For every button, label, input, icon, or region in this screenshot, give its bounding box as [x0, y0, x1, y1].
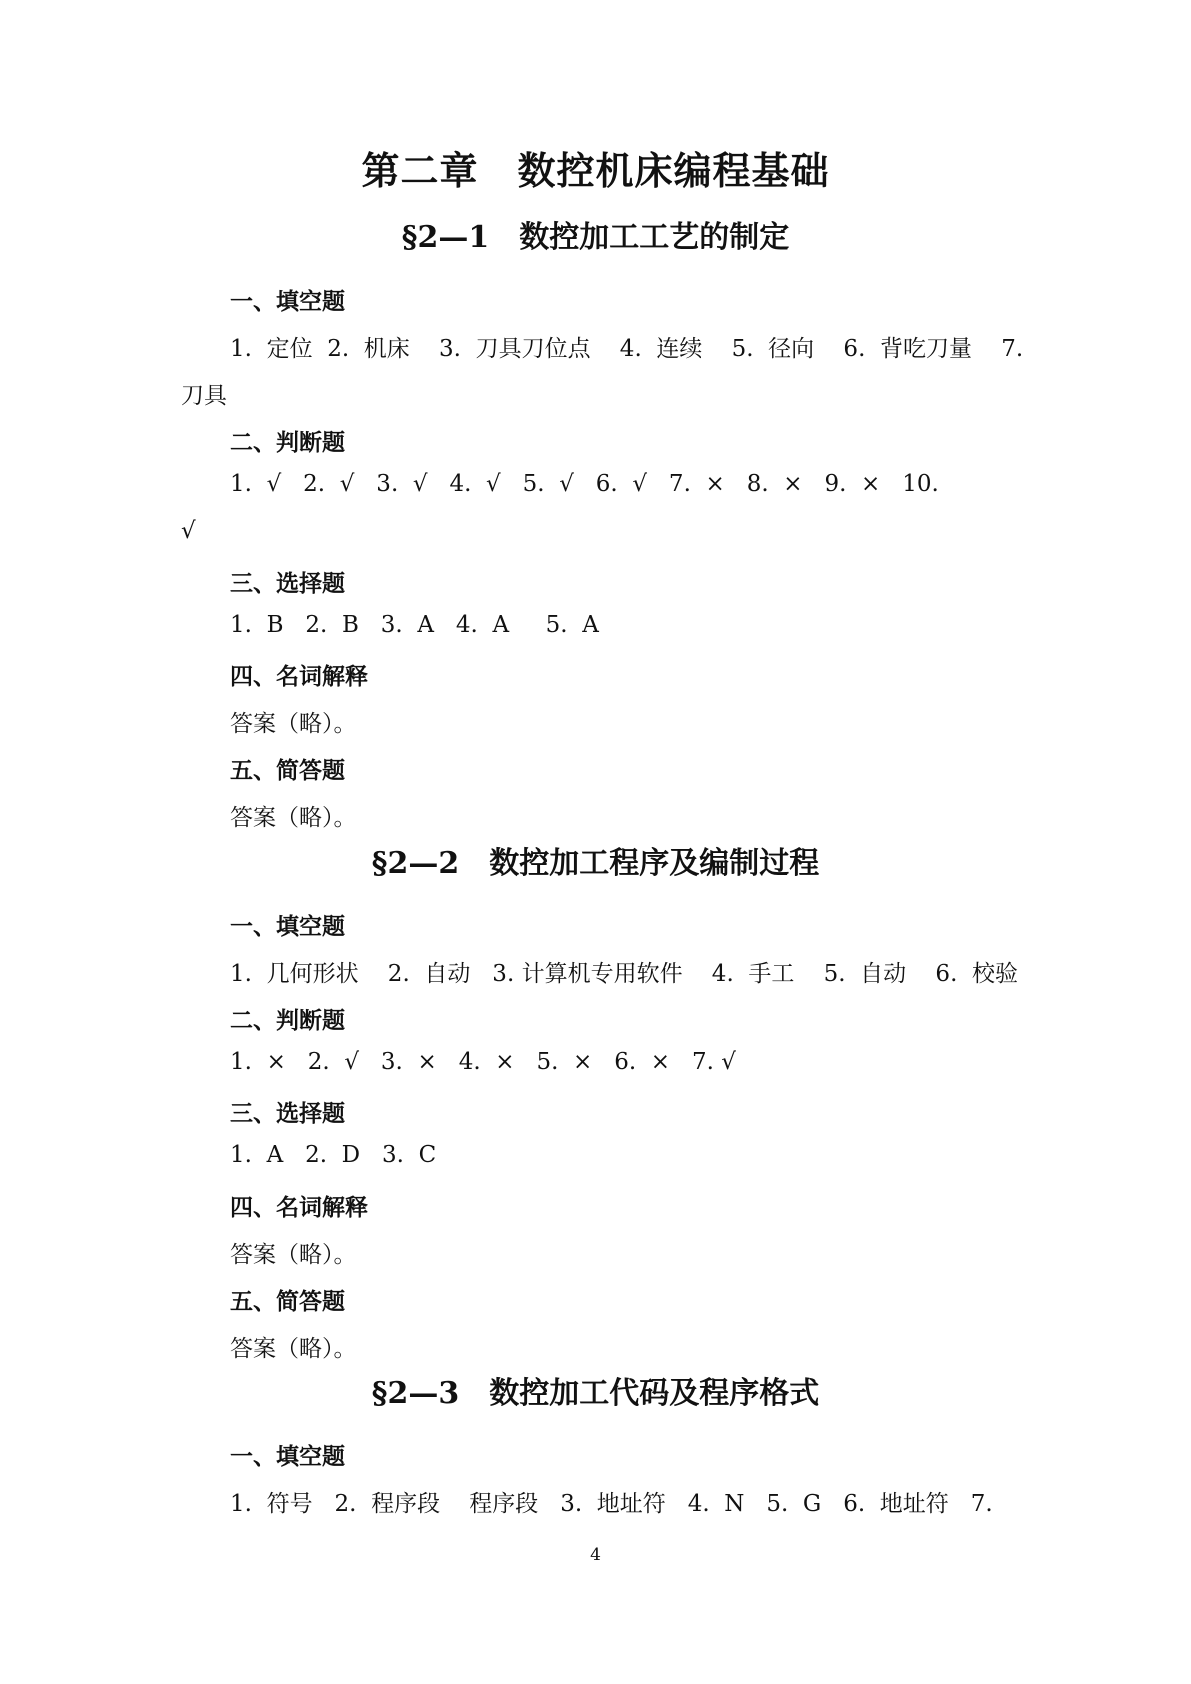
short-answer-answer: 答案（略）。 — [230, 805, 357, 831]
fill-in-heading: 一、填空题 — [230, 288, 345, 315]
true-false-answers: 1. × 2. √ 3. × 4. × 5. × 6. × 7. √ — [230, 1049, 736, 1075]
page-number: 4 — [590, 1545, 601, 1565]
multiple-choice-heading: 三、选择题 — [230, 570, 345, 597]
fill-in-heading: 一、填空题 — [230, 913, 345, 940]
short-answer-answer: 答案（略）。 — [230, 1336, 357, 1362]
true-false-heading: 二、判断题 — [230, 1007, 345, 1034]
true-false-answers-continued: √ — [181, 518, 196, 544]
chapter-title: 第二章 数控机床编程基础 — [361, 148, 830, 193]
term-explanation-heading: 四、名词解释 — [230, 663, 368, 690]
section-title: §2—2 数控加工程序及编制过程 — [371, 846, 820, 881]
multiple-choice-answers: 1. A 2. D 3. C — [230, 1142, 437, 1168]
section-title: §2—3 数控加工代码及程序格式 — [371, 1376, 820, 1411]
true-false-answers: 1. √ 2. √ 3. √ 4. √ 5. √ 6. √ 7. × 8. × 9. × 10. — [230, 471, 939, 497]
fill-in-answers: 1. 符号 2. 程序段 程序段 3. 地址符 4. N 5. G 6. 地址符 7. — [230, 1491, 993, 1517]
multiple-choice-heading: 三、选择题 — [230, 1100, 345, 1127]
short-answer-heading: 五、简答题 — [230, 1288, 345, 1315]
true-false-heading: 二、判断题 — [230, 429, 345, 456]
section-title: §2—1 数控加工工艺的制定 — [401, 220, 790, 255]
multiple-choice-answers: 1. B 2. B 3. A 4. A 5. A — [230, 612, 599, 638]
fill-in-answers: 1. 定位 2. 机床 3. 刀具刀位点 4. 连续 5. 径向 6. 背吃刀量 7. — [230, 336, 1024, 362]
fill-in-answers-continued: 刀具 — [181, 383, 227, 409]
fill-in-heading: 一、填空题 — [230, 1443, 345, 1470]
term-explanation-answer: 答案（略）。 — [230, 1242, 357, 1268]
short-answer-heading: 五、简答题 — [230, 757, 345, 784]
term-explanation-answer: 答案（略）。 — [230, 711, 357, 737]
term-explanation-heading: 四、名词解释 — [230, 1194, 368, 1221]
fill-in-answers: 1. 几何形状 2. 自动 3. 计算机专用软件 4. 手工 5. 自动 6. 校验 — [230, 961, 1018, 987]
